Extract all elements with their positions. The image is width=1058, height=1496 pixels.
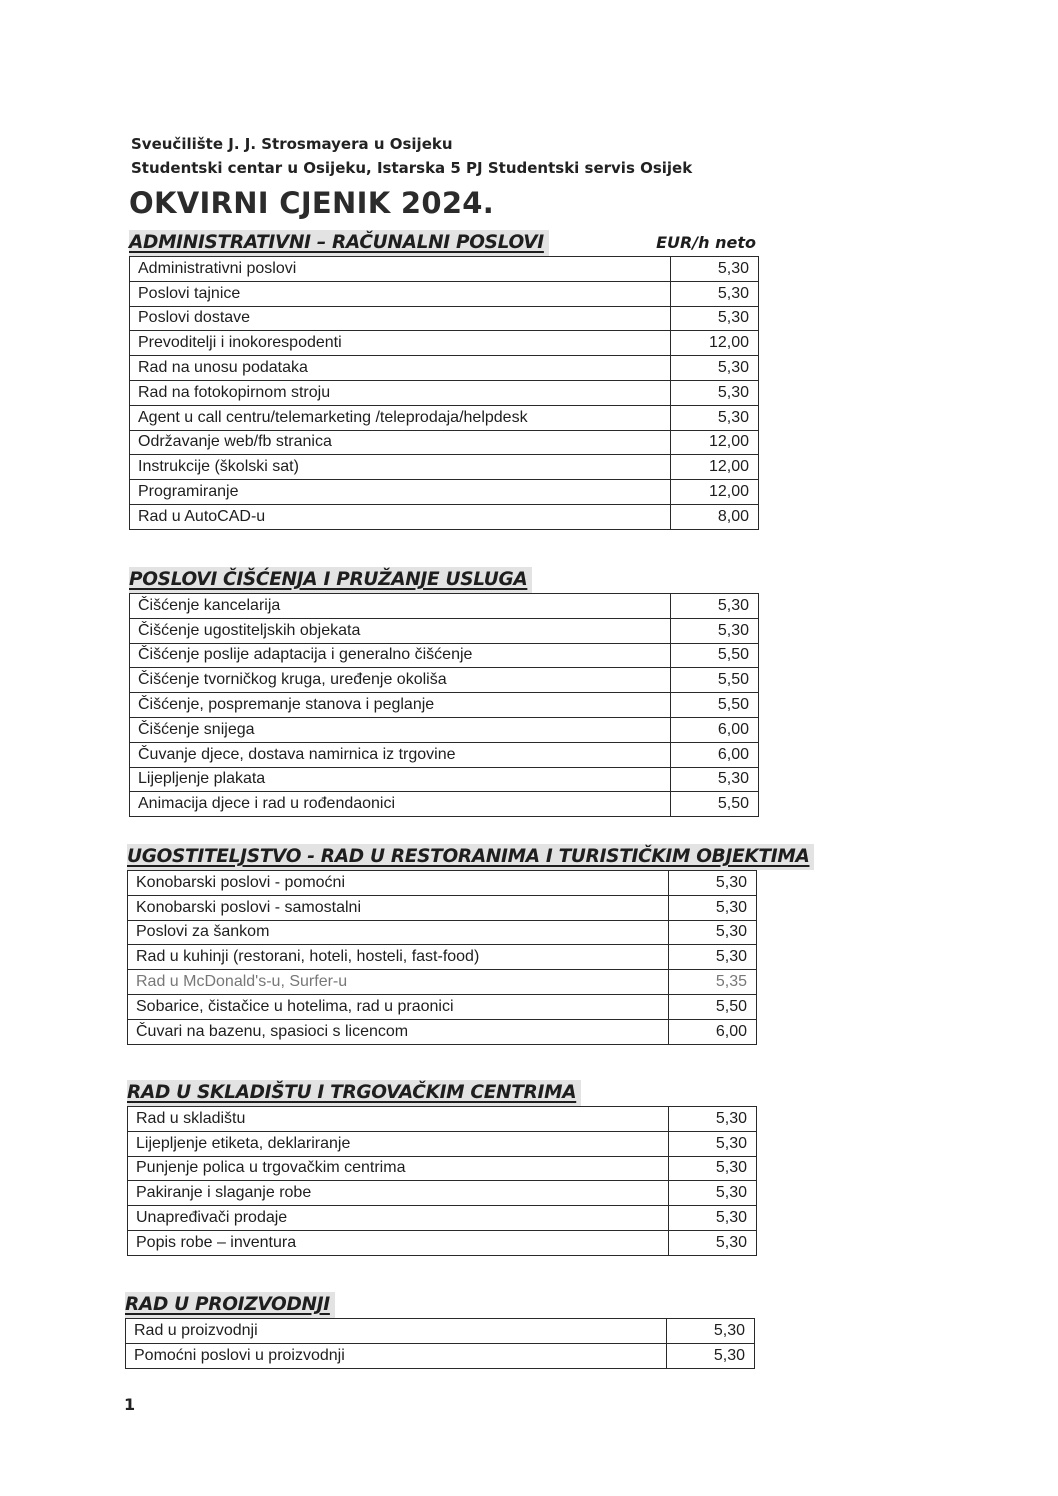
price-value: 5,30 bbox=[669, 945, 757, 970]
price-value: 12,00 bbox=[671, 430, 759, 455]
table-row bbox=[128, 1156, 757, 1181]
job-name: Čišćenje ugostiteljskih objekata bbox=[130, 618, 671, 643]
section-title: RAD U SKLADIŠTU I TRGOVAČKIM CENTRIMA bbox=[127, 1080, 581, 1106]
university-name: Sveučilište J. J. Strosmayera u Osijeku bbox=[131, 135, 453, 153]
table-row bbox=[130, 356, 759, 381]
job-name: Rad na fotokopirnom stroju bbox=[130, 380, 671, 405]
table-row bbox=[130, 430, 759, 455]
job-name: Lijepljenje etiketa, deklariranje bbox=[128, 1131, 669, 1156]
job-name: Rad na unosu podataka bbox=[130, 356, 671, 381]
job-name: Konobarski poslovi - samostalni bbox=[128, 895, 669, 920]
price-value: 6,00 bbox=[671, 717, 759, 742]
section-title: POSLOVI ČIŠĆENJA I PRUŽANJE USLUGA bbox=[129, 567, 532, 593]
price-value: 12,00 bbox=[671, 331, 759, 356]
price-value: 12,00 bbox=[671, 480, 759, 505]
job-name: Sobarice, čistačice u hotelima, rad u praonici bbox=[128, 994, 669, 1019]
job-name: Unapređivači prodaje bbox=[128, 1206, 669, 1231]
job-name: Animacija djece i rad u rođendaonici bbox=[130, 792, 671, 817]
table-row bbox=[130, 717, 759, 742]
price-value: 5,50 bbox=[671, 643, 759, 668]
table-row bbox=[130, 504, 759, 529]
price-value: 5,35 bbox=[669, 970, 757, 995]
price-table bbox=[127, 870, 757, 1045]
table-row bbox=[128, 970, 757, 995]
section-title: UGOSTITELJSTVO - RAD U RESTORANIMA I TURISTIČKIM OBJEKTIMA bbox=[127, 844, 814, 870]
section-administrative bbox=[129, 230, 759, 530]
price-value: 5,30 bbox=[667, 1319, 755, 1344]
section-cleaning bbox=[129, 567, 759, 817]
price-value: 5,30 bbox=[669, 1156, 757, 1181]
job-name: Konobarski poslovi - pomoćni bbox=[128, 871, 669, 896]
table-row bbox=[128, 994, 757, 1019]
price-value: 6,00 bbox=[669, 1019, 757, 1044]
price-value: 5,30 bbox=[669, 1206, 757, 1231]
price-table bbox=[127, 1106, 757, 1256]
table-row bbox=[130, 480, 759, 505]
table-row bbox=[128, 1181, 757, 1206]
job-name: Čišćenje poslije adaptacija i generalno čišćenje bbox=[130, 643, 671, 668]
job-name: Čišćenje snijega bbox=[130, 717, 671, 742]
table-row bbox=[130, 668, 759, 693]
table-row bbox=[130, 331, 759, 356]
price-value: 5,30 bbox=[669, 1131, 757, 1156]
table-row bbox=[130, 643, 759, 668]
student-centre-address: Studentski centar u Osijeku, Istarska 5 PJ Studentski servis Osijek bbox=[131, 159, 693, 177]
section-title: RAD U PROIZVODNJI bbox=[125, 1292, 335, 1318]
price-value: 5,50 bbox=[671, 693, 759, 718]
table-row bbox=[126, 1319, 755, 1344]
price-value: 5,30 bbox=[669, 1230, 757, 1255]
section-title: ADMINISTRATIVNI – RAČUNALNI POSLOVI bbox=[129, 230, 549, 256]
table-row bbox=[128, 871, 757, 896]
price-value: 5,30 bbox=[669, 895, 757, 920]
job-name: Održavanje web/fb stranica bbox=[130, 430, 671, 455]
job-name: Instrukcije (školski sat) bbox=[130, 455, 671, 480]
table-row bbox=[128, 1131, 757, 1156]
table-row bbox=[128, 1019, 757, 1044]
table-row bbox=[130, 594, 759, 619]
table-row bbox=[130, 742, 759, 767]
job-name: Rad u McDonald's-u, Surfer-u bbox=[128, 970, 669, 995]
job-name: Lijepljenje plakata bbox=[130, 767, 671, 792]
table-row bbox=[130, 767, 759, 792]
job-name: Čišćenje tvorničkog kruga, uređenje okoliša bbox=[130, 668, 671, 693]
price-value: 5,30 bbox=[671, 618, 759, 643]
job-name: Rad u proizvodnji bbox=[126, 1319, 667, 1344]
job-name: Čuvanje djece, dostava namirnica iz trgovine bbox=[130, 742, 671, 767]
job-name: Poslovi tajnice bbox=[130, 281, 671, 306]
table-row bbox=[130, 306, 759, 331]
table-row bbox=[128, 895, 757, 920]
price-value: 5,30 bbox=[671, 281, 759, 306]
price-value: 5,30 bbox=[671, 257, 759, 282]
section-hospitality bbox=[127, 844, 810, 1045]
job-name: Pomoćni poslovi u proizvodnji bbox=[126, 1343, 667, 1368]
table-row bbox=[128, 1206, 757, 1231]
price-value: 5,30 bbox=[671, 306, 759, 331]
price-value: 5,30 bbox=[671, 767, 759, 792]
page-number: 1 bbox=[124, 1395, 136, 1414]
price-value: 5,30 bbox=[671, 405, 759, 430]
job-name: Poslovi za šankom bbox=[128, 920, 669, 945]
table-row bbox=[128, 1230, 757, 1255]
table-row bbox=[130, 618, 759, 643]
table-row bbox=[130, 792, 759, 817]
job-name: Punjenje polica u trgovačkim centrima bbox=[128, 1156, 669, 1181]
price-value: 5,30 bbox=[669, 1181, 757, 1206]
table-row bbox=[130, 405, 759, 430]
price-value: 5,30 bbox=[669, 1107, 757, 1132]
price-value: 5,30 bbox=[669, 920, 757, 945]
table-row bbox=[130, 455, 759, 480]
price-table bbox=[129, 593, 759, 817]
table-row bbox=[126, 1343, 755, 1368]
job-name: Programiranje bbox=[130, 480, 671, 505]
price-value: 8,00 bbox=[671, 504, 759, 529]
job-name: Administrativni poslovi bbox=[130, 257, 671, 282]
job-name: Popis robe – inventura bbox=[128, 1230, 669, 1255]
price-value: 6,00 bbox=[671, 742, 759, 767]
price-table bbox=[129, 256, 759, 530]
price-list-title: OKVIRNI CJENIK 2024. bbox=[129, 186, 495, 220]
table-row bbox=[128, 1107, 757, 1132]
table-row bbox=[130, 281, 759, 306]
section-production bbox=[125, 1292, 755, 1369]
job-name: Rad u skladištu bbox=[128, 1107, 669, 1132]
price-value: 5,50 bbox=[671, 668, 759, 693]
job-name: Čuvari na bazenu, spasioci s licencom bbox=[128, 1019, 669, 1044]
price-value: 5,30 bbox=[671, 356, 759, 381]
price-value: 12,00 bbox=[671, 455, 759, 480]
job-name: Čišćenje, pospremanje stanova i peglanje bbox=[130, 693, 671, 718]
job-name: Čišćenje kancelarija bbox=[130, 594, 671, 619]
price-value: 5,30 bbox=[671, 380, 759, 405]
table-row bbox=[130, 257, 759, 282]
price-value: 5,50 bbox=[669, 994, 757, 1019]
price-table bbox=[125, 1318, 755, 1369]
table-row bbox=[128, 945, 757, 970]
price-value: 5,30 bbox=[667, 1343, 755, 1368]
table-row bbox=[130, 380, 759, 405]
price-value: 5,30 bbox=[671, 594, 759, 619]
table-row bbox=[128, 920, 757, 945]
job-name: Rad u AutoCAD-u bbox=[130, 504, 671, 529]
job-name: Poslovi dostave bbox=[130, 306, 671, 331]
job-name: Prevoditelji i inokorespodenti bbox=[130, 331, 671, 356]
job-name: Rad u kuhinji (restorani, hoteli, hosteli, fast-food) bbox=[128, 945, 669, 970]
section-warehouse-retail bbox=[127, 1080, 757, 1256]
price-value: 5,30 bbox=[669, 871, 757, 896]
job-name: Agent u call centru/telemarketing /teleprodaja/helpdesk bbox=[130, 405, 671, 430]
price-column-header: EUR/h neto bbox=[656, 233, 756, 252]
job-name: Pakiranje i slaganje robe bbox=[128, 1181, 669, 1206]
table-row bbox=[130, 693, 759, 718]
price-value: 5,50 bbox=[671, 792, 759, 817]
